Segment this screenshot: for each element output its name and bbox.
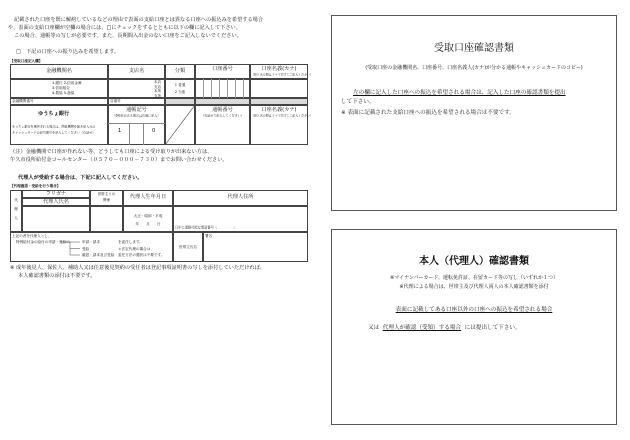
identity-docs-suffix: には提出して下さい。 <box>464 325 521 331</box>
passbook-number-note: （右詰めで記入してください） <box>201 114 244 118</box>
passbook-symbol-note: （6桁目がある場合は右端に記入） <box>112 114 161 118</box>
account-docs-subtitle: (受取口座の金融機関名、口座番号、口座名義人(カナ)が分かる通帳やキャッシュカードのコピー) <box>365 65 583 71</box>
birth-header: 代理人生年月日 <box>129 194 167 200</box>
branch-code-label: 店番号 <box>110 99 121 103</box>
identity-docs-line-2: ※代理による場合は、世帯主及び代理人両人の本人確認書類を添付 <box>399 284 549 290</box>
header-bank-name: 金融機関名 <box>46 68 72 74</box>
symbol-digit-0: 0 <box>152 128 156 134</box>
agent-heading: 代理人が受給する場合は、下記に記入してください。 <box>18 175 143 181</box>
branch-option-4: 支所 <box>154 93 162 98</box>
receiving-account-tag: 【受取口座記入欄】 <box>10 59 43 63</box>
checkbox-label[interactable]: □ 下記の口座への振り込みを希望します。 <box>16 49 120 55</box>
header-branch-name: 支店名 <box>128 68 145 74</box>
relation-header-2: 関係 <box>102 198 111 202</box>
header-account-type: 分類 <box>174 68 186 74</box>
holder-note: （姓と名の間は１マス空けてご記入ください） <box>251 72 313 76</box>
bank-option-3: 4.農協 5.漁協 <box>52 91 75 95</box>
account-holder-input[interactable] <box>250 79 308 98</box>
yucho-bank-label: ゆうちょ銀行 <box>38 111 70 117</box>
agent-side-2: 理 <box>14 207 18 211</box>
identity-docs-agent-case: 代理人が確認（受領）する場合 <box>382 325 462 331</box>
yucho-note-2: キャッシュカードの記号番号を記入してください（右詰め） <box>12 131 96 135</box>
account-docs-para-2: ※ 表面に記載された支給口座への振込を希望される場合は不要です。 <box>341 110 515 116</box>
note-line-2: 午久市役所給付金コールセンター（０５７０－０００－７３０）までお問い合わせください。 <box>10 157 228 163</box>
signature-input[interactable] <box>203 232 308 262</box>
birth-input[interactable] <box>123 206 173 232</box>
date-units: 年 月 日 <box>135 222 161 226</box>
bracket-lines <box>60 241 82 257</box>
era-options: 大正・昭和・平成 <box>133 214 163 218</box>
relation-header-1: 世帯主との <box>97 192 116 196</box>
intro-line-2: や、表面の支給口座欄が空欄の場合には、□にチェックをするとともに以下の欄に記入して下さい。 <box>8 25 241 31</box>
intro-line-3: この場合、通帳等の写しが必要です。また、長期間入出金のない口座をご記入しないでください。 <box>14 33 242 39</box>
signature-label: 世帯主氏名 <box>179 245 197 249</box>
account-docs-title: 受取口座確認書類 <box>434 43 514 54</box>
yucho-holder-note: （姓と名の間は１マス空けてご記入ください） <box>251 114 313 118</box>
delegation-intro: 上記の者を代理人とし、 <box>12 234 52 238</box>
agent-side-1: 代 <box>14 198 18 202</box>
delegation-option-1[interactable]: 申請・請求 <box>82 240 100 244</box>
yucho-holder-label: 口座名義(カナ) <box>261 107 297 113</box>
identity-docs-title: 本人（代理人）確認書類 <box>419 256 529 267</box>
agent-side-3: 人 <box>14 216 18 220</box>
delegation-note-1: ＊法定代理の場合は、 <box>118 247 154 251</box>
delegation-line-1: 特例給付金の給付の申請・受給の <box>16 240 70 244</box>
address-header: 代理人住所 <box>227 194 254 200</box>
delegation-option-3[interactable]: 確認・請求及び受給 <box>82 253 115 257</box>
identity-docs-line-1: ※マイナンバーカード、運転免許証、在留カード等の写し（いずれか１つ） <box>390 275 558 281</box>
passbook-number-label: 通帳番号 <box>212 107 233 113</box>
bank-option-1: 1.銀行 2.信用金庫 <box>52 81 82 85</box>
diagonal-strike <box>165 105 195 145</box>
type-option-ordinary: 1 普通 <box>174 83 186 87</box>
branch-option-3: 本所 <box>154 89 162 93</box>
identity-docs-prefix: 又は <box>368 325 380 331</box>
bank-code-label: 金融機関番号 <box>12 99 34 103</box>
delegation-line-2: を委任します。 <box>118 240 143 244</box>
delegation-note-2: 委任方法の選択は不要です。 <box>118 253 165 257</box>
header-account-holder: 口座名義(カナ) <box>261 66 297 72</box>
delegation-option-2[interactable]: 受給 <box>82 246 90 251</box>
account-docs-para-1a: 左の欄に記入した口座への振込を希望される場合は、記入した口座の確認書類を提出 <box>353 90 566 96</box>
agent-name-input[interactable] <box>22 206 90 232</box>
account-type-select[interactable] <box>165 79 195 98</box>
furigana-header: フリガナ <box>45 190 67 197</box>
bank-option-2: 3.信用組合 <box>52 86 70 90</box>
identity-docs-line-3: 表面に記載してある口座以外の口座への振込を希望される場合 <box>395 307 553 313</box>
note-line-1: （注）金融機関で口座が作れない等、どうしても口座による受け取りが出来ない方は、 <box>10 149 213 155</box>
branch-option-1: 本店 <box>154 80 162 84</box>
footer-note-1: ※ 成年後見人、保佐人、補助人又は任意後見契約の受任者は登記事項証明書の写しを添付していただければ、 <box>10 265 265 271</box>
footer-note-2: 本人確認書類の添付は不要です。 <box>18 273 96 279</box>
phone-label: 日中に連絡可能な電話番号（ ） <box>175 226 237 230</box>
agent-tag: 【代理確認・受給を行う場合】 <box>10 184 61 188</box>
yucho-note-1: ゆうちょ銀行を選択される場合は、関係機関を除き記入元の <box>12 125 96 129</box>
account-docs-para-1b: して下さい。 <box>341 99 375 105</box>
type-option-current: 2 当座 <box>174 90 186 94</box>
relation-input[interactable] <box>90 206 123 232</box>
seal-label: 署名 <box>205 234 213 238</box>
passbook-symbol-label: 通帳記号 <box>126 107 147 113</box>
branch-option-2: 支店 <box>154 84 162 89</box>
symbol-digit-1: 1 <box>118 128 122 134</box>
agent-name-header: 代理人氏名 <box>43 198 69 205</box>
intro-line-1: 記載された口座を既に解約しているなどの理由で表面の支給口座とは異なる口座への振込みを希望する場合 <box>14 17 264 23</box>
header-account-number: 口座番号 <box>212 66 233 72</box>
